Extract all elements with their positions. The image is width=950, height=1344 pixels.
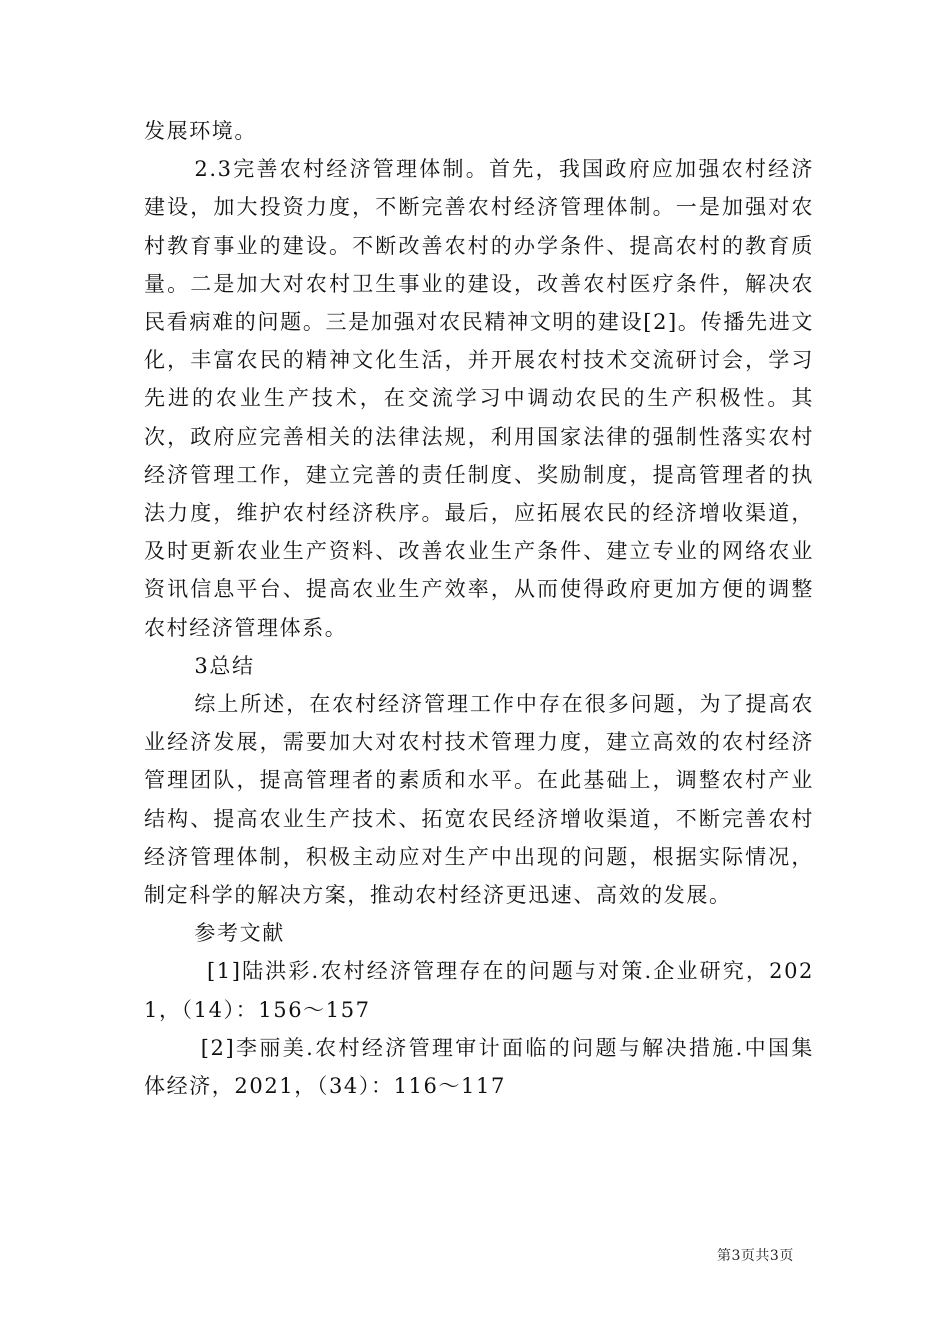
paragraph-section-2-3: 2.3完善农村经济管理体制。首先，我国政府应加强农村经济建设，加大投资力度，不断完善农村经济管理体制。一是加强对农村教育事业的建设。不断改善农村的办学条件、提高农村的教育质量。二是加大对农村卫生事业的建设，改善农村医疗条件，解决农民看病难的问题。三是加强对农民精神文明的建设[2]。传播先进文化，丰富农民的精神文化生活，并开展农村技术交流研讨会，学习先进的农业生产技术，在交流学习中调动农民的生产积极性。其次，政府应完善相关的法律法规，利用国家法律的强制性落实农村经济管理工作，建立完善的责任制度、奖励制度，提高管理者的执法力度，维护农村经济秩序。最后，应拓展农民的经济增收渠道，及时更新农业生产资料、改善农业生产条件、建立专业的网络农业资讯信息平台、提高农业生产效率，从而使得政府更加方便的调整农村经济管理体系。 — [144, 157, 814, 640]
reference-item-1: [1]陆洪彩.农村经济管理存在的问题与对策.企业研究，2021，（14）：156～157 — [144, 959, 814, 1022]
paragraph-summary: 综上所述，在农村经济管理工作中存在很多问题，为了提高农业经济发展，需要加大对农村技术管理力度，建立高效的农村经济管理团队，提高管理者的素质和水平。在此基础上，调整农村产业结构、提高农业生产技术、拓宽农民经济增收渠道，不断完善农村经济管理体制，积极主动应对生产中出现的问题，根据实际情况，制定科学的解决方案，推动农村经济更迅速、高效的发展。 — [144, 692, 814, 908]
page-number-footer: 第3页共3页 — [717, 1248, 794, 1264]
section-heading-summary: 3总结 — [194, 653, 255, 678]
reference-item-2: [2]李丽美.农村经济管理审计面临的问题与解决措施.中国集体经济，2021，（34）：116～117 — [144, 1035, 814, 1099]
paragraph-continuation: 发展环境。 — [144, 119, 257, 143]
document-body — [144, 112, 814, 1105]
references-heading: 参考文献 — [194, 921, 285, 946]
